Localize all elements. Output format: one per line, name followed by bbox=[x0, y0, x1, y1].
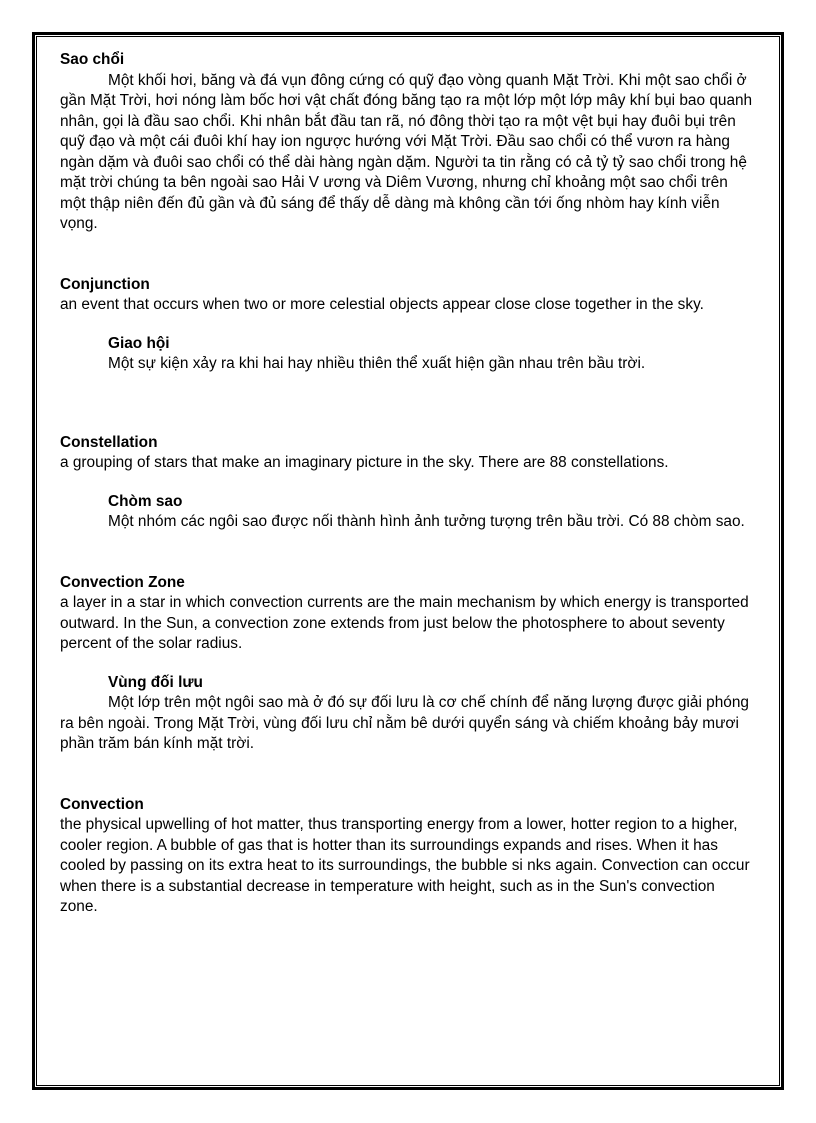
entry-definition: a layer in a star in which convection currents are the main mechanism by which energy is transported outward. In the Sun, a convection zone extends from just below the photosphere to about seventy percent of the solar radius. bbox=[60, 594, 749, 652]
entry-title: Conjunction bbox=[60, 275, 150, 293]
entry-chom-sao bbox=[60, 492, 756, 533]
entry-title: Vùng đối lưu bbox=[108, 673, 203, 691]
entry-definition: Một khối hơi, băng và đá vụn đông cứng có quỹ đạo vòng quanh Mặt Trời. Khi một sao chổi ở gần Mặt Trời, hơi nóng làm bốc hơi vật chất đóng băng tạo ra một lớp một lớp mây khí bụi bao quanh nhân, gọi là đầu sao chổi. Khi nhân bắt đầu tan rã, nó đông thời tạo ra một vệt bụi hay đuôi bụi trên quỹ đạo và một cái đuôi khí hay ion ngược hướng với Mặt Trời. Đầu sao chổi có thể vươn ra hàng ngàn dặm và đuôi sao chổi có thể dài hàng ngàn dặm. Người ta tin rằng có cả tỷ tỷ sao chổi trong hệ mặt trời chúng ta bên ngoài sao Hải V ương và Diêm Vương, nhưng chỉ khoảng một sao chổi trên một thập niên đến đủ gần và đủ sáng để thấy dễ dàng mà không cần tới ống nhòm hay kính viễn vọng. bbox=[60, 71, 753, 232]
glossary-content bbox=[60, 50, 756, 918]
entry-title: Sao chổi bbox=[60, 51, 125, 68]
entry-vung-doi-luu bbox=[60, 673, 756, 755]
entry-title: Giao hội bbox=[108, 334, 170, 352]
entry-convection bbox=[60, 795, 756, 918]
entry-definition: Một nhóm các ngôi sao được nối thành hình ảnh tưởng tượng trên bầu trời. Có 88 chòm sao. bbox=[108, 513, 745, 530]
entry-giao-hoi bbox=[60, 334, 756, 375]
entry-definition: an event that occurs when two or more celestial objects appear close close together in the sky. bbox=[60, 296, 704, 313]
entry-title: Convection bbox=[60, 795, 144, 813]
entry-title: Chòm sao bbox=[108, 492, 183, 510]
entry-definition: the physical upwelling of hot matter, thus transporting energy from a lower, hotter region to a higher, cooler region. A bubble of gas that is hotter than its surroundings expands and rises. When it has cooled by passing on its extra heat to its surroundings, the bubble si nks again. Convection can occur when there is a substantial decrease in temperature with height, such as in the Sun's convection zone. bbox=[60, 816, 750, 915]
entry-constellation bbox=[60, 433, 756, 474]
entry-sao-choi bbox=[60, 50, 756, 235]
entry-definition: a grouping of stars that make an imaginary picture in the sky. There are 88 constellations. bbox=[60, 454, 669, 471]
entry-definition: Một lớp trên một ngôi sao mà ở đó sự đối lưu là cơ chế chính để năng lượng được giải phóng ra bên ngoài. Trong Mặt Trời, vùng đối lưu chỉ nằm bê dưới quyển sáng và chiếm khoảng bảy mươi phần trăm bán kính mặt trời. bbox=[60, 694, 749, 752]
entry-title: Convection Zone bbox=[60, 573, 185, 591]
entry-conjunction bbox=[60, 275, 756, 316]
entry-definition: Một sự kiện xảy ra khi hai hay nhiều thiên thể xuất hiện gần nhau trên bầu trời. bbox=[108, 355, 646, 372]
entry-title: Constellation bbox=[60, 433, 158, 451]
entry-convection-zone bbox=[60, 573, 756, 655]
